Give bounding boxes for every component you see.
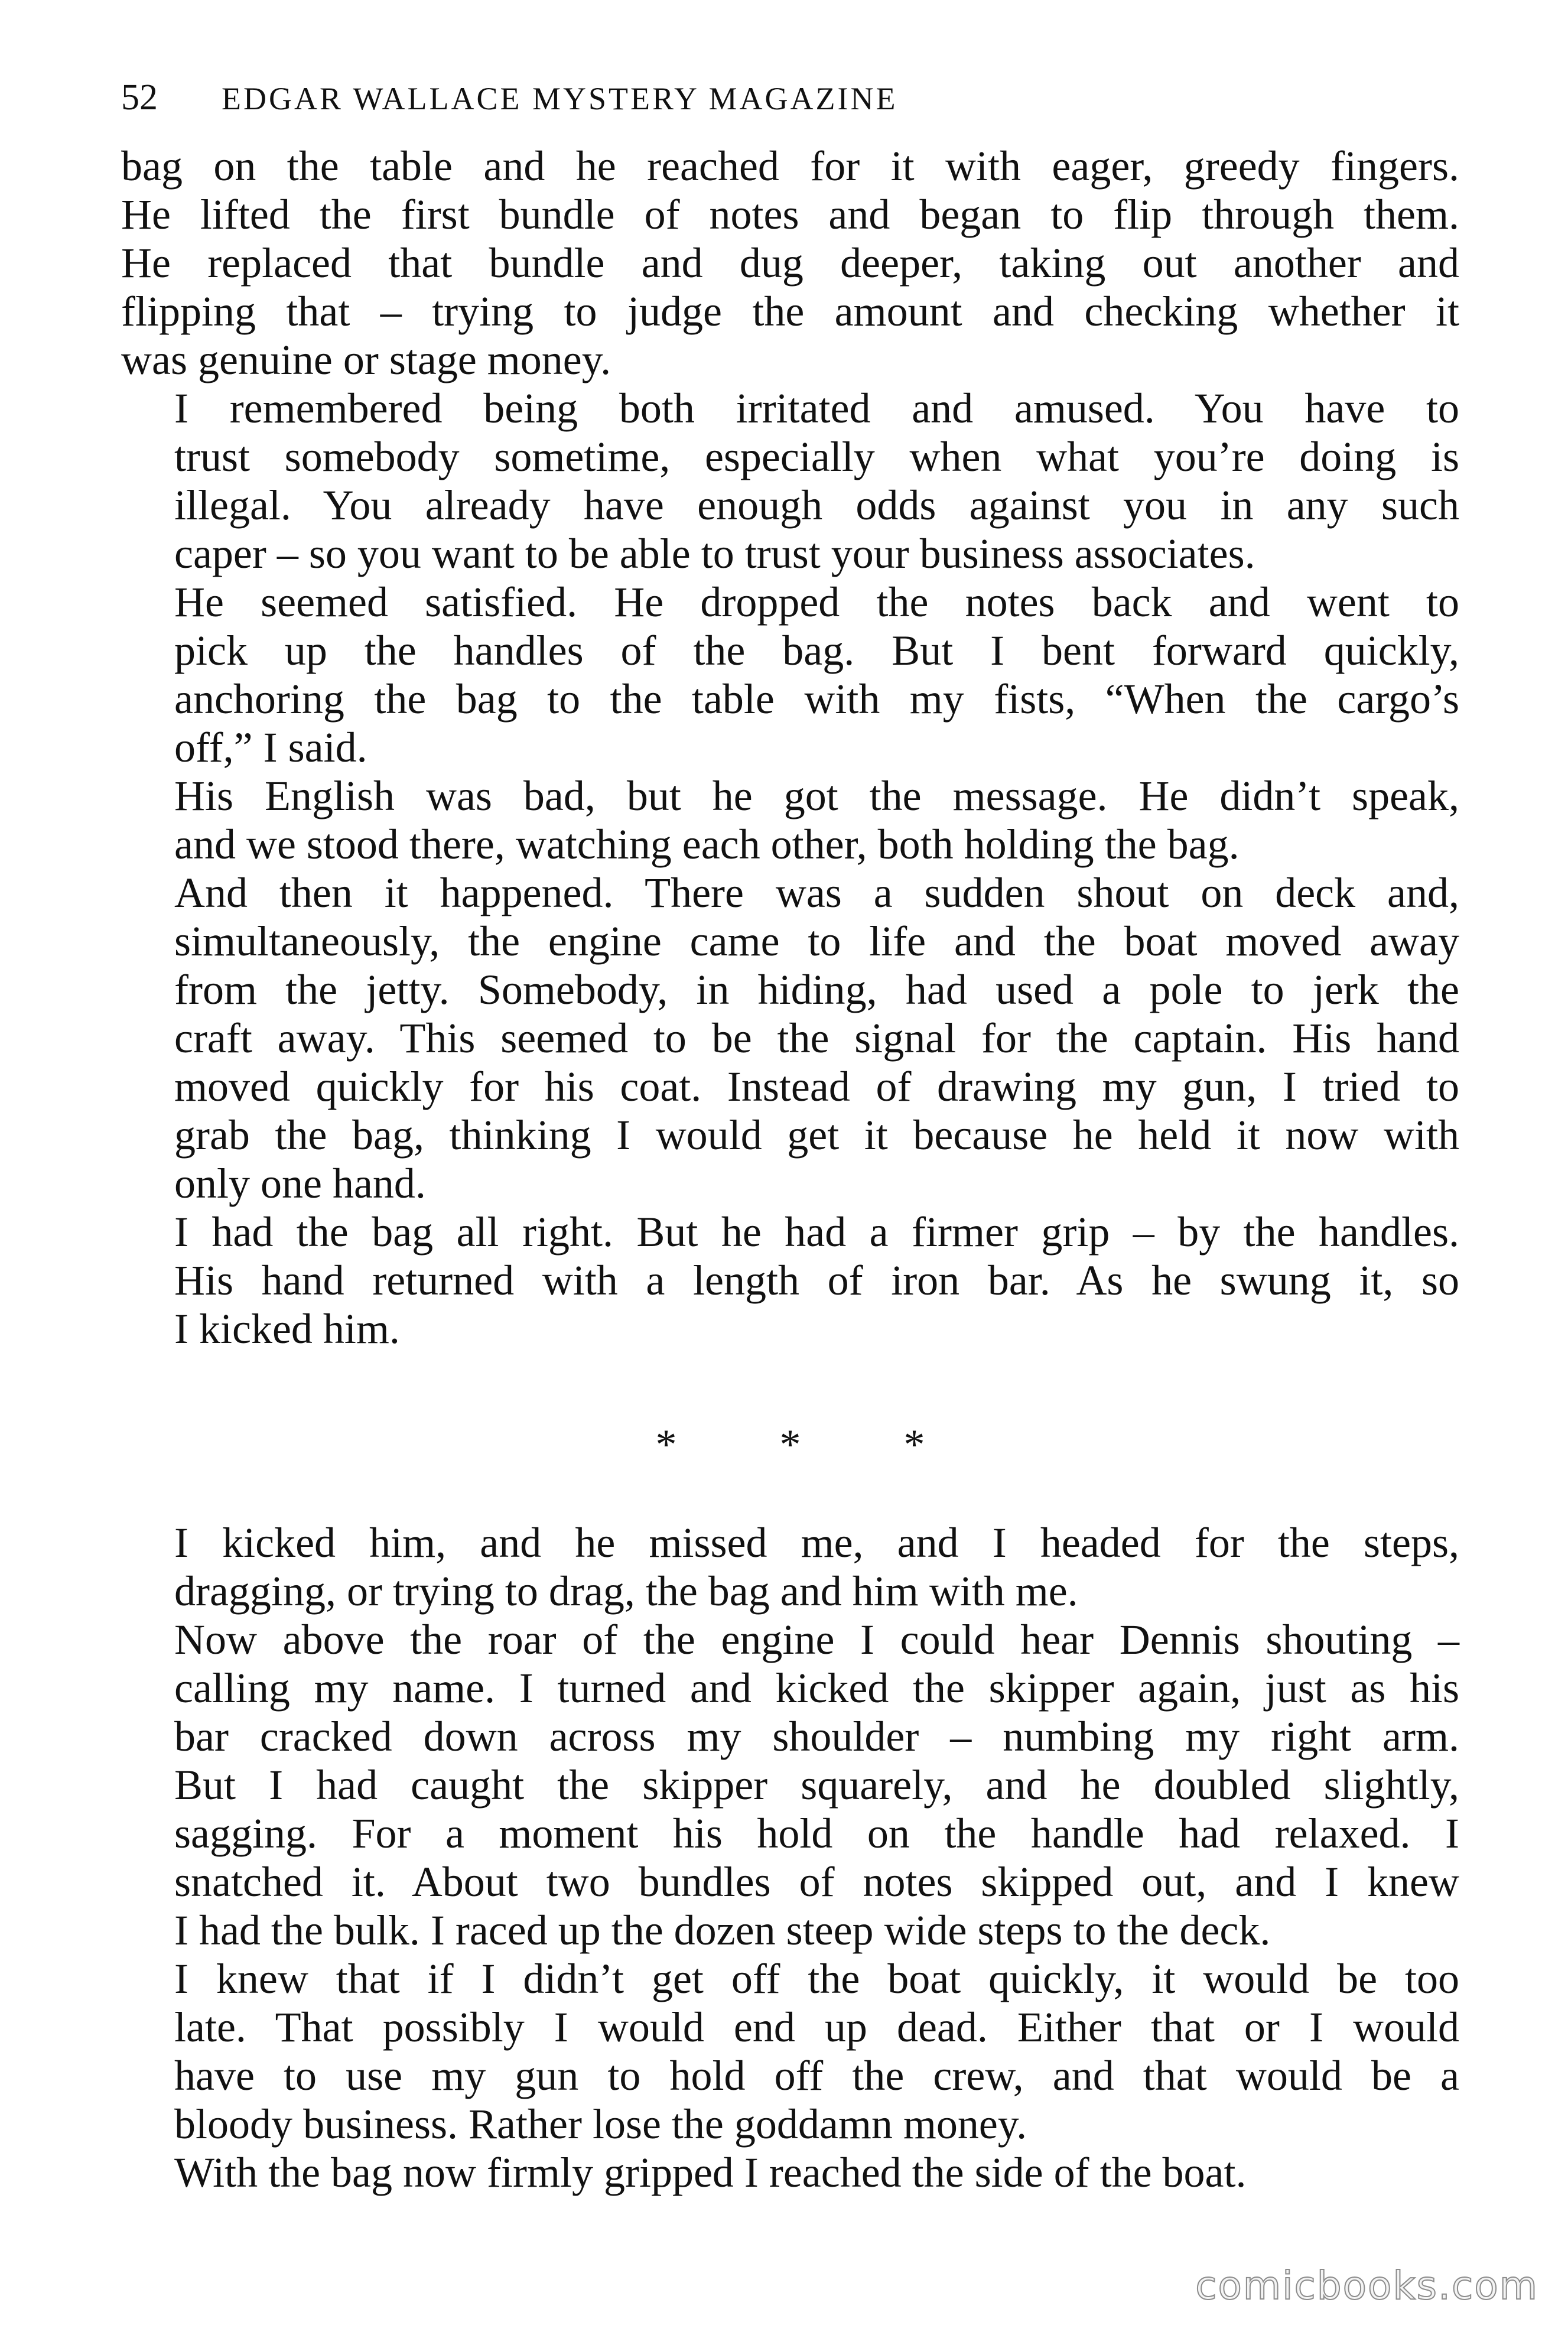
text-line: I had the bag all right. But he had a firmer grip – by the handles. bbox=[174, 1208, 1459, 1256]
paragraph bbox=[121, 772, 1459, 869]
text-line: And then it happened. There was a sudden shout on deck and, bbox=[174, 869, 1459, 916]
text-line: I knew that if I didn’t get off the boat quickly, it would be too bbox=[174, 1955, 1459, 2002]
paragraph bbox=[121, 1615, 1459, 1954]
text-line: flipping that – trying to judge the amount and checking whether it bbox=[121, 288, 1459, 335]
paragraph bbox=[121, 384, 1459, 578]
text-line: and we stood there, watching each other, both holding the bag. bbox=[174, 821, 1240, 868]
paragraph bbox=[121, 142, 1459, 384]
text-line: simultaneously, the engine came to life and the boat moved away bbox=[174, 918, 1459, 965]
text-line: caper – so you want to be able to trust your business associates. bbox=[174, 530, 1255, 577]
magazine-page bbox=[121, 77, 1459, 2197]
text-line: His hand returned with a length of iron bar. As he swung it, so bbox=[174, 1257, 1459, 1304]
paragraph bbox=[121, 578, 1459, 772]
text-line: craft away. This seemed to be the signal for the captain. His hand bbox=[174, 1014, 1459, 1062]
text-line: dragging, or trying to drag, the bag and him with me. bbox=[174, 1567, 1078, 1615]
text-line: illegal. You already have enough odds against you in any such bbox=[174, 482, 1459, 529]
paragraph bbox=[121, 1518, 1459, 1615]
text-line: bar cracked down across my shoulder – numbing my right arm. bbox=[174, 1713, 1459, 1760]
text-line: I kicked him. bbox=[174, 1305, 400, 1352]
page-number: 52 bbox=[121, 77, 158, 118]
text-line: He replaced that bundle and dug deeper, taking out another and bbox=[121, 239, 1459, 287]
text-line: pick up the handles of the bag. But I bent forward quickly, bbox=[174, 627, 1459, 674]
text-line: moved quickly for his coat. Instead of drawing my gun, I tried to bbox=[174, 1063, 1459, 1110]
text-line: anchoring the bag to the table with my fists, “When the cargo’s bbox=[174, 675, 1459, 723]
section-break bbox=[121, 1371, 1459, 1518]
text-line: grab the bag, thinking I would get it because he held it now with bbox=[174, 1111, 1459, 1159]
paragraph bbox=[121, 2148, 1459, 2197]
text-line: He lifted the first bundle of notes and began to flip through them. bbox=[121, 191, 1459, 238]
text-line: But I had caught the skipper squarely, and he doubled slightly, bbox=[174, 1761, 1459, 1809]
paragraph bbox=[121, 1208, 1459, 1353]
text-line: snatched it. About two bundles of notes skipped out, and I knew bbox=[174, 1858, 1459, 1905]
text-line: off,” I said. bbox=[174, 724, 367, 771]
asterisk-separator: * bbox=[903, 1420, 925, 1468]
text-line: He seemed satisfied. He dropped the notes back and went to bbox=[174, 578, 1459, 626]
text-line: With the bag now firmly gripped I reached the side of the boat. bbox=[174, 2149, 1247, 2196]
text-line: was genuine or stage money. bbox=[121, 336, 611, 383]
text-line: bag on the table and he reached for it with eager, greedy fingers. bbox=[121, 142, 1459, 190]
site-watermark: comicbooks.com bbox=[1195, 2263, 1538, 2308]
text-line: calling my name. I turned and kicked the skipper again, just as his bbox=[174, 1664, 1459, 1712]
text-line: only one hand. bbox=[174, 1160, 426, 1207]
text-line: Now above the roar of the engine I could hear Dennis shouting – bbox=[174, 1616, 1459, 1663]
text-line: bloody business. Rather lose the goddamn money. bbox=[174, 2100, 1027, 2148]
magazine-title: EDGAR WALLACE MYSTERY MAGAZINE bbox=[222, 81, 898, 116]
story-section-two bbox=[121, 1518, 1459, 2197]
asterisk-separator: * bbox=[655, 1420, 677, 1468]
story-section-one bbox=[121, 142, 1459, 1353]
text-line: I had the bulk. I raced up the dozen steep wide steps to the deck. bbox=[174, 1907, 1271, 1954]
text-line: late. That possibly I would end up dead. Either that or I would bbox=[174, 2004, 1459, 2051]
text-line: have to use my gun to hold off the crew, and that would be a bbox=[174, 2052, 1459, 2099]
text-line: trust somebody sometime, especially when what you’re doing is bbox=[174, 433, 1459, 480]
text-line: I kicked him, and he missed me, and I headed for the steps, bbox=[174, 1519, 1459, 1566]
text-line: from the jetty. Somebody, in hiding, had used a pole to jerk the bbox=[174, 966, 1459, 1013]
text-line: His English was bad, but he got the message. He didn’t speak, bbox=[174, 772, 1459, 819]
running-head bbox=[121, 77, 1459, 142]
paragraph bbox=[121, 1954, 1459, 2148]
text-line: I remembered being both irritated and amused. You have to bbox=[174, 385, 1459, 432]
paragraph bbox=[121, 869, 1459, 1208]
asterisk-separator: * bbox=[779, 1420, 801, 1468]
text-line: sagging. For a moment his hold on the handle had relaxed. I bbox=[174, 1810, 1459, 1857]
